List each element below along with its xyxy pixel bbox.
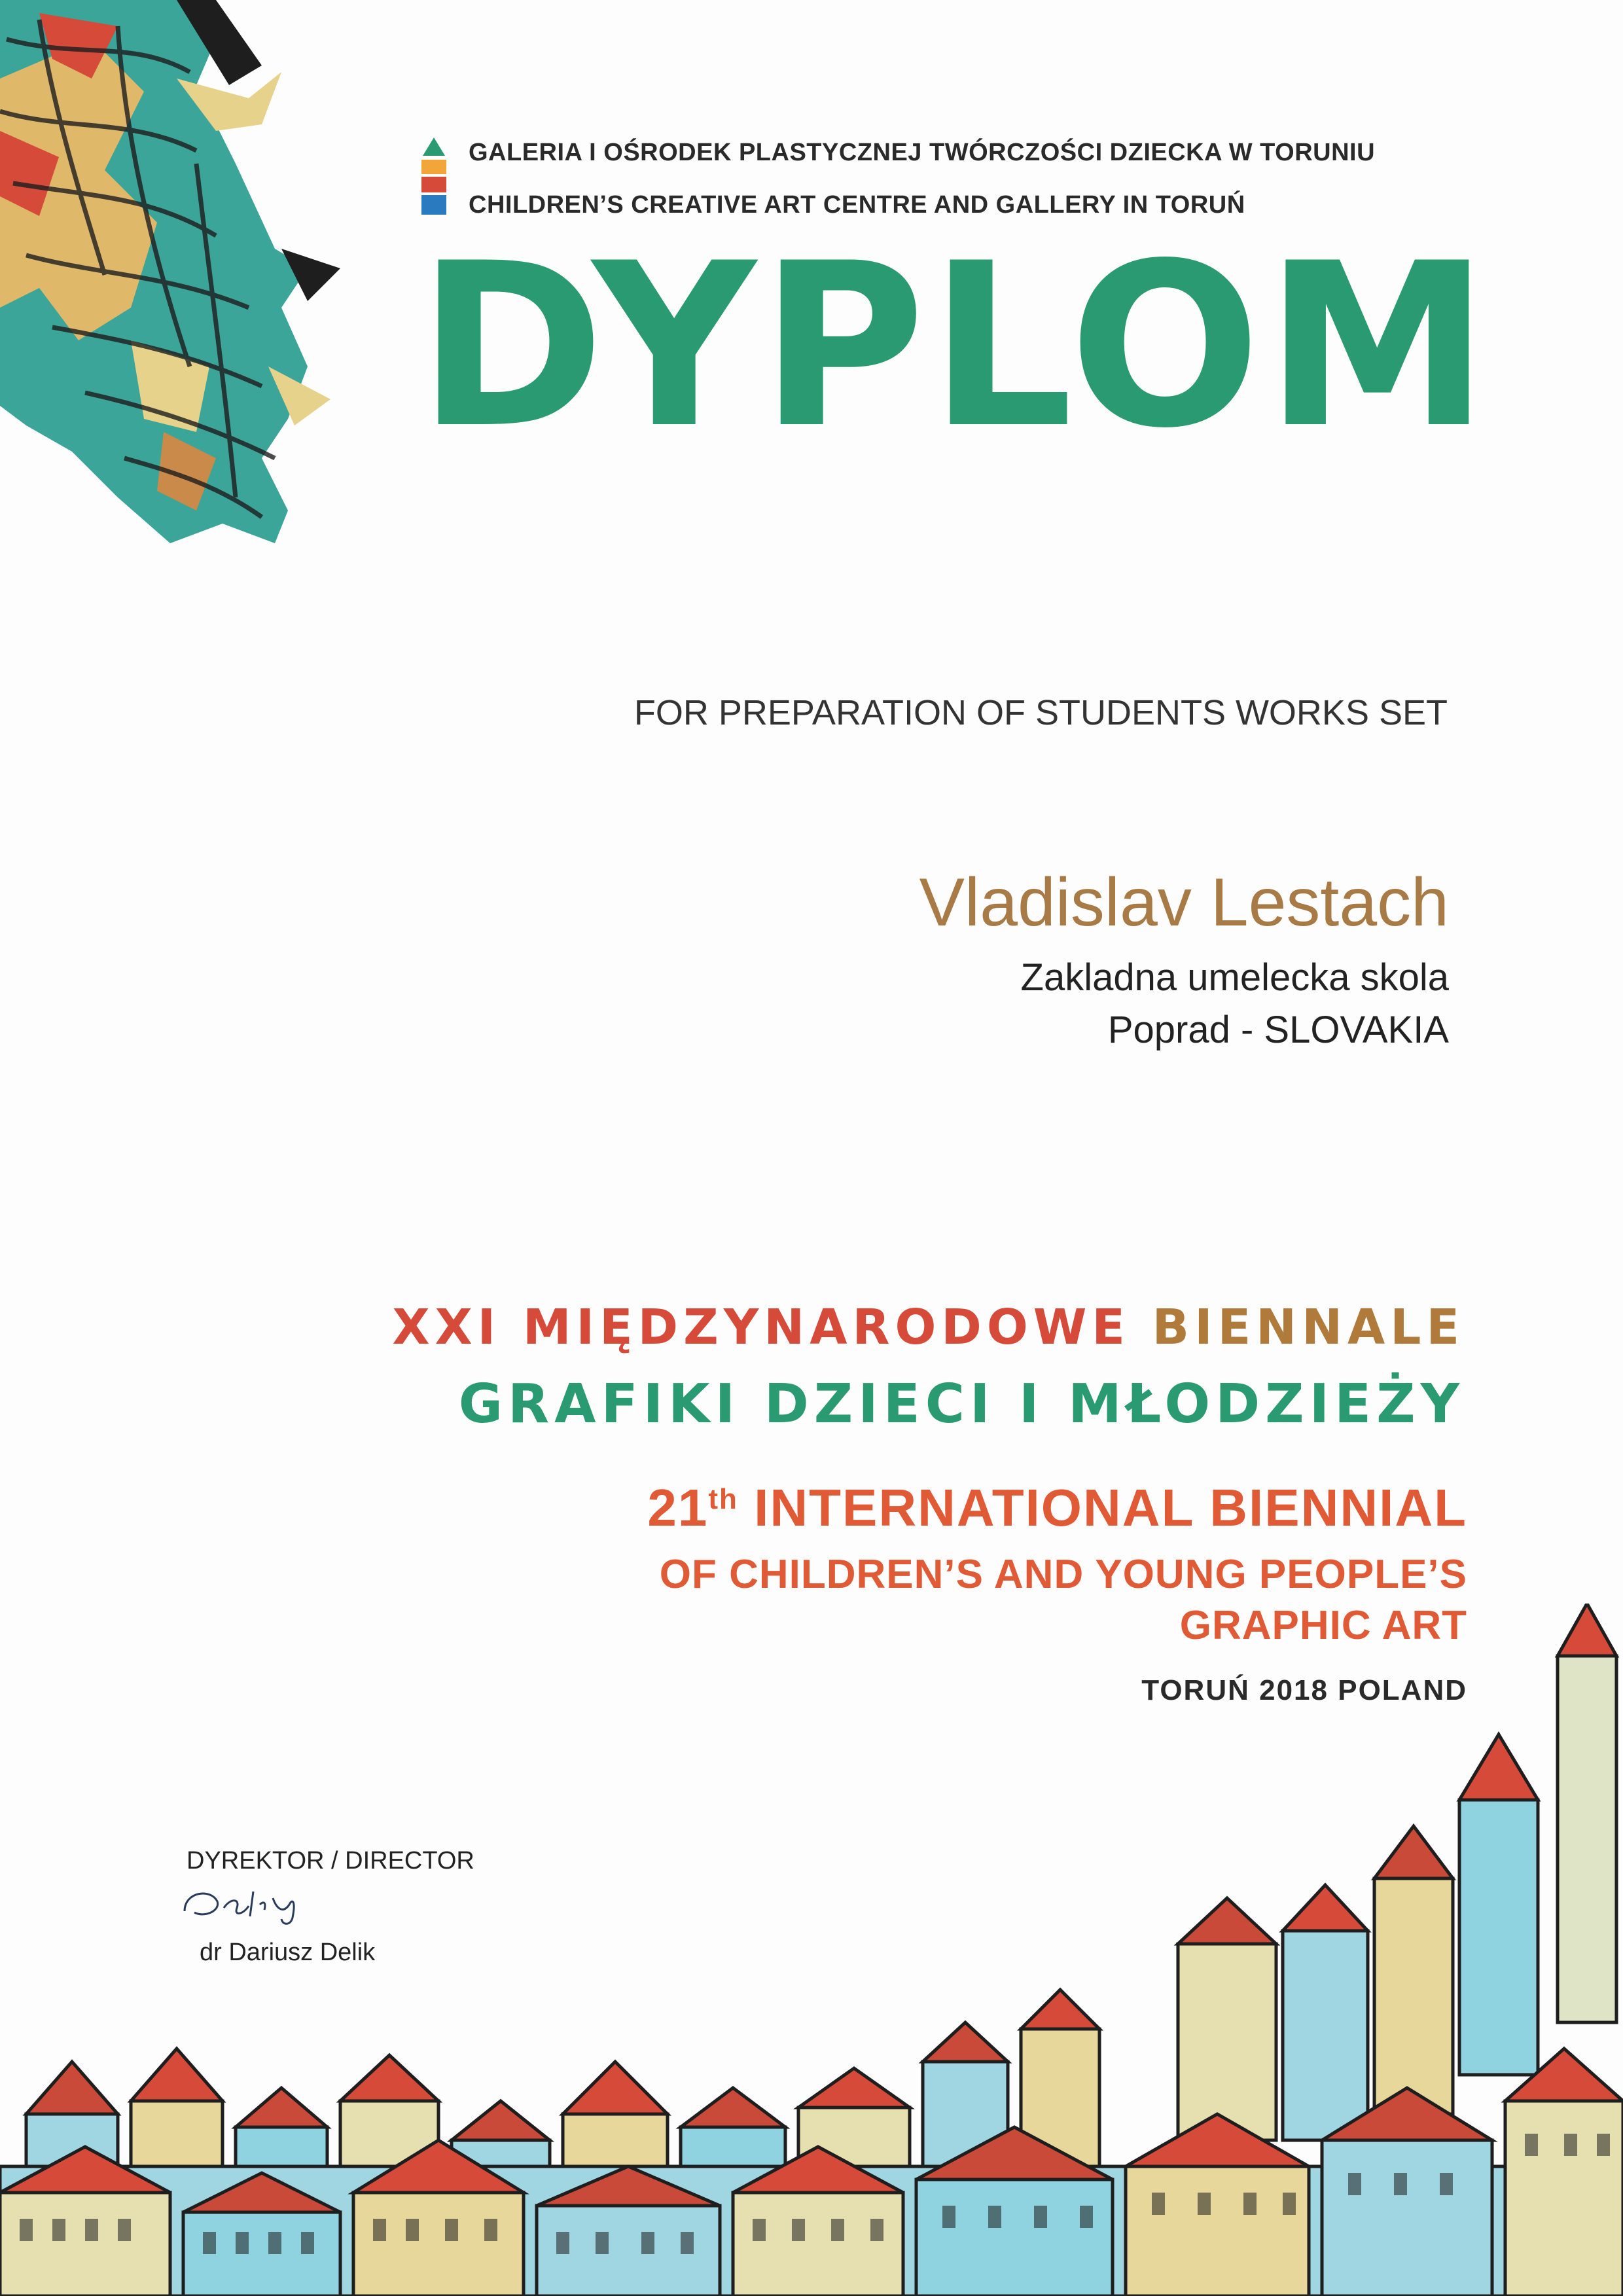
gallery-logo-icon [419, 137, 449, 215]
recipient-name: Vladislav Lestach [919, 865, 1449, 941]
institution-name-en: CHILDREN’S CREATIVE ART CENTRE AND GALLERY IN TORUŃ [469, 191, 1245, 219]
signature [178, 1878, 322, 1931]
diploma-title: DYPLOM [418, 215, 1494, 478]
school-location: Poprad - SLOVAKIA [1107, 1009, 1449, 1051]
event-number: 21 [647, 1479, 709, 1537]
event-title-pl-line2: GRAFIKI DZIECI I MŁODZIEŻY [458, 1373, 1465, 1435]
award-purpose: FOR PREPARATION OF STUDENTS WORKS SET [633, 693, 1448, 732]
event-place-year: TORUŃ 2018 POLAND [1141, 1674, 1467, 1706]
director-title: DYREKTOR / DIRECTOR [187, 1847, 474, 1874]
school-name: Zakladna umelecka skola [1020, 956, 1449, 999]
event-title-pl-part2: BIENNALE [1152, 1299, 1465, 1355]
event-title-en-rest: INTERNATIONAL BIENNIAL [738, 1479, 1467, 1537]
event-number-suffix: th [708, 1483, 738, 1515]
event-title-pl-line1 [393, 1299, 1465, 1355]
event-title-pl-part1: XXI MIĘDZYNARODOWE [392, 1299, 1130, 1355]
event-title-en-line3: GRAPHIC ART [1179, 1603, 1467, 1648]
director-name: dr Dariusz Delik [200, 1939, 376, 1966]
rhino-illustration [0, 0, 340, 563]
event-title-en-line1 [647, 1478, 1467, 1538]
event-title-en-line2: OF CHILDREN’S AND YOUNG PEOPLE’S [659, 1552, 1467, 1597]
institution-name-pl: GALERIA I OŚRODEK PLASTYCZNEJ TWÓRCZOŚCI DZIECKA W TORUNIU [469, 139, 1376, 166]
